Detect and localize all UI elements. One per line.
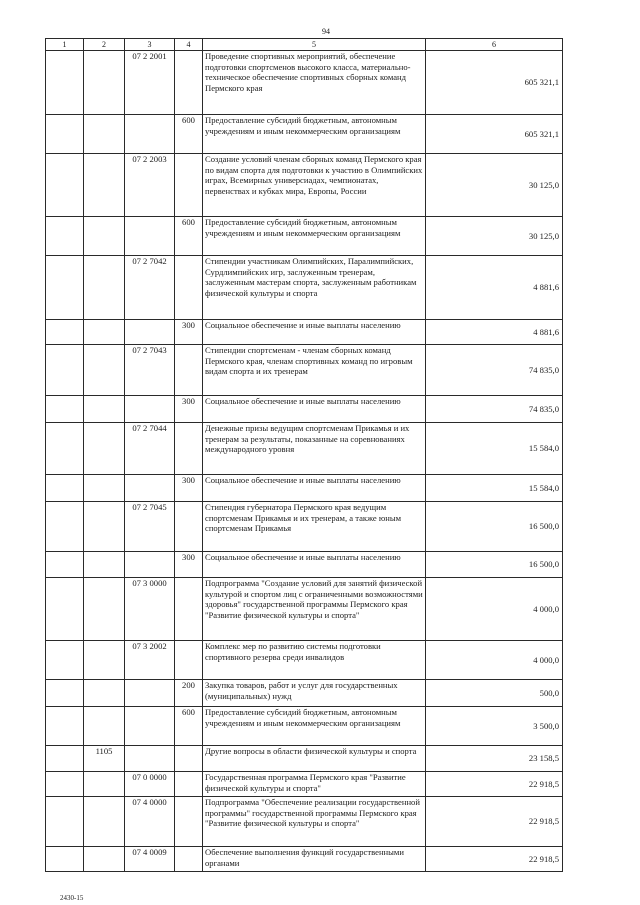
cell-col-4: [175, 641, 203, 680]
cell-col-1: [46, 746, 84, 772]
cell-col-5: Проведение спортивных мероприятий, обеспечение подготовки спортсменов высокого класса, материально-техническое обеспечение спортивных сборных команд Пермского края: [203, 51, 426, 115]
cell-col-4: 300: [175, 396, 203, 423]
cell-col-5: Создание условий членам сборных команд Пермского края по видам спорта для подготовки к участию в Олимпийских играх, Всемирных универсиадах, чемпионатах, первенствах и кубках мира, Европы, России: [203, 154, 426, 217]
cell-col-4: [175, 772, 203, 797]
cell-col-6: 3 500,0: [426, 707, 563, 746]
cell-col-6: 30 125,0: [426, 154, 563, 217]
cell-col-3: [125, 707, 175, 746]
table-row: [46, 552, 563, 578]
cell-col-5: Денежные призы ведущим спортсменам Прикамья и их тренерам за результаты, показанные на соревнованиях международного уровня: [203, 423, 426, 475]
cell-col-5: Закупка товаров, работ и услуг для государственных (муниципальных) нужд: [203, 680, 426, 707]
cell-col-3: 07 2 2003: [125, 154, 175, 217]
table-row: [46, 154, 563, 217]
table-row: [46, 423, 563, 475]
cell-col-2: [84, 847, 125, 872]
cell-col-1: [46, 423, 84, 475]
page-number: 94: [322, 27, 330, 36]
cell-col-4: [175, 847, 203, 872]
table-row: [46, 115, 563, 154]
table-row: [46, 797, 563, 847]
table-row: [46, 847, 563, 872]
cell-col-2: [84, 772, 125, 797]
cell-col-4: [175, 578, 203, 641]
cell-col-1: [46, 847, 84, 872]
header-cell-6: 6: [426, 39, 563, 51]
table-row: [46, 641, 563, 680]
cell-col-1: [46, 772, 84, 797]
cell-col-2: [84, 502, 125, 552]
cell-col-6: 15 584,0: [426, 423, 563, 475]
cell-col-6: 22 918,5: [426, 772, 563, 797]
cell-col-3: [125, 396, 175, 423]
table-row: [46, 680, 563, 707]
cell-col-5: Обеспечение выполнения функций государственными органами: [203, 847, 426, 872]
cell-col-6: 22 918,5: [426, 847, 563, 872]
cell-col-4: 300: [175, 475, 203, 502]
cell-col-1: [46, 115, 84, 154]
cell-col-2: [84, 51, 125, 115]
cell-col-5: Социальное обеспечение и иные выплаты населению: [203, 396, 426, 423]
cell-col-3: 07 2 7045: [125, 502, 175, 552]
cell-col-6: 16 500,0: [426, 552, 563, 578]
cell-col-1: [46, 217, 84, 256]
cell-col-3: [125, 680, 175, 707]
cell-col-3: 07 2 7043: [125, 345, 175, 396]
cell-col-4: [175, 502, 203, 552]
table-row: [46, 51, 563, 115]
cell-col-1: [46, 320, 84, 345]
cell-col-6: 22 918,5: [426, 797, 563, 847]
cell-col-4: [175, 51, 203, 115]
table-row: [46, 502, 563, 552]
cell-col-1: [46, 475, 84, 502]
cell-col-4: [175, 797, 203, 847]
cell-col-2: [84, 578, 125, 641]
cell-col-5: Социальное обеспечение и иные выплаты населению: [203, 475, 426, 502]
cell-col-5: Государственная программа Пермского края "Развитие физической культуры и спорта": [203, 772, 426, 797]
cell-col-6: 15 584,0: [426, 475, 563, 502]
cell-col-2: [84, 552, 125, 578]
cell-col-5: Социальное обеспечение и иные выплаты населению: [203, 552, 426, 578]
cell-col-5: Стипендии спортсменам - членам сборных команд Пермского края, членам спортивных команд по игровым видам спорта и их тренерам: [203, 345, 426, 396]
cell-col-4: [175, 423, 203, 475]
cell-col-1: [46, 256, 84, 320]
cell-col-4: 200: [175, 680, 203, 707]
cell-col-4: [175, 746, 203, 772]
cell-col-5: Подпрограмма "Создание условий для занятий физической культурой и спортом лиц с ограниченными возможностями здоровья" государственной программы Пермского края "Развитие физической культуры и спорта": [203, 578, 426, 641]
cell-col-6: 74 835,0: [426, 396, 563, 423]
table-header-row: [46, 39, 563, 51]
cell-col-2: [84, 396, 125, 423]
cell-col-1: [46, 345, 84, 396]
cell-col-6: 4 000,0: [426, 578, 563, 641]
cell-col-3: 07 2 2001: [125, 51, 175, 115]
cell-col-6: 4 000,0: [426, 641, 563, 680]
cell-col-6: 605 321,1: [426, 51, 563, 115]
cell-col-4: [175, 345, 203, 396]
table-row: [46, 578, 563, 641]
cell-col-2: [84, 217, 125, 256]
cell-col-1: [46, 51, 84, 115]
cell-col-2: [84, 797, 125, 847]
cell-col-2: [84, 423, 125, 475]
cell-col-5: Другие вопросы в области физической культуры и спорта: [203, 746, 426, 772]
header-cell-5: 5: [203, 39, 426, 51]
footer-code: 2430-15: [60, 894, 84, 902]
table-row: [46, 256, 563, 320]
cell-col-1: [46, 578, 84, 641]
cell-col-3: 07 4 0009: [125, 847, 175, 872]
cell-col-4: [175, 256, 203, 320]
cell-col-5: Предоставление субсидий бюджетным, автономным учреждениям и иным некоммерческим организациям: [203, 115, 426, 154]
table-row: [46, 707, 563, 746]
cell-col-1: [46, 396, 84, 423]
cell-col-5: Предоставление субсидий бюджетным, автономным учреждениям и иным некоммерческим организациям: [203, 707, 426, 746]
header-cell-4: 4: [175, 39, 203, 51]
cell-col-1: [46, 797, 84, 847]
cell-col-3: [125, 217, 175, 256]
cell-col-4: 300: [175, 320, 203, 345]
cell-col-1: [46, 552, 84, 578]
cell-col-6: 500,0: [426, 680, 563, 707]
cell-col-4: [175, 154, 203, 217]
cell-col-1: [46, 154, 84, 217]
cell-col-1: [46, 680, 84, 707]
cell-col-5: Социальное обеспечение и иные выплаты населению: [203, 320, 426, 345]
cell-col-2: [84, 680, 125, 707]
cell-col-2: [84, 154, 125, 217]
cell-col-3: [125, 320, 175, 345]
cell-col-1: [46, 641, 84, 680]
cell-col-2: [84, 641, 125, 680]
cell-col-5: Комплекс мер по развитию системы подготовки спортивного резерва среди инвалидов: [203, 641, 426, 680]
cell-col-2: 1105: [84, 746, 125, 772]
header-cell-2: 2: [84, 39, 125, 51]
cell-col-5: Предоставление субсидий бюджетным, автономным учреждениям и иным некоммерческим организациям: [203, 217, 426, 256]
cell-col-3: 07 4 0000: [125, 797, 175, 847]
cell-col-2: [84, 320, 125, 345]
table-row: [46, 320, 563, 345]
table-row: [46, 396, 563, 423]
cell-col-2: [84, 707, 125, 746]
table-row: [46, 746, 563, 772]
cell-col-5: Стипендия губернатора Пермского края ведущим спортсменам Прикамья и их тренерам, а также юным спортсменам Прикамья: [203, 502, 426, 552]
table-row: [46, 345, 563, 396]
cell-col-3: [125, 746, 175, 772]
cell-col-6: 30 125,0: [426, 217, 563, 256]
cell-col-3: 07 3 2002: [125, 641, 175, 680]
cell-col-2: [84, 256, 125, 320]
cell-col-3: 07 2 7044: [125, 423, 175, 475]
cell-col-4: 600: [175, 707, 203, 746]
cell-col-2: [84, 345, 125, 396]
cell-col-5: Подпрограмма "Обеспечение реализации государственной программы" государственной программы Пермского края "Развитие физической культуры и спорта": [203, 797, 426, 847]
cell-col-3: [125, 475, 175, 502]
cell-col-2: [84, 115, 125, 154]
cell-col-6: 4 881,6: [426, 320, 563, 345]
cell-col-4: 600: [175, 115, 203, 154]
cell-col-1: [46, 502, 84, 552]
cell-col-3: [125, 552, 175, 578]
table-row: [46, 217, 563, 256]
cell-col-2: [84, 475, 125, 502]
cell-col-1: [46, 707, 84, 746]
cell-col-6: 74 835,0: [426, 345, 563, 396]
cell-col-5: Стипендии участникам Олимпийских, Паралимпийских, Сурдлимпийских игр, заслуженным тренерам, заслуженным мастерам спорта, заслуженным работникам физической культуры и спорта: [203, 256, 426, 320]
cell-col-6: 4 881,6: [426, 256, 563, 320]
cell-col-3: 07 2 7042: [125, 256, 175, 320]
table-row: [46, 475, 563, 502]
table-row: [46, 772, 563, 797]
cell-col-3: 07 3 0000: [125, 578, 175, 641]
cell-col-6: 23 158,5: [426, 746, 563, 772]
cell-col-3: [125, 115, 175, 154]
header-cell-1: 1: [46, 39, 84, 51]
budget-table: [45, 38, 563, 872]
cell-col-6: 16 500,0: [426, 502, 563, 552]
cell-col-4: 300: [175, 552, 203, 578]
cell-col-3: 07 0 0000: [125, 772, 175, 797]
cell-col-4: 600: [175, 217, 203, 256]
header-cell-3: 3: [125, 39, 175, 51]
cell-col-6: 605 321,1: [426, 115, 563, 154]
